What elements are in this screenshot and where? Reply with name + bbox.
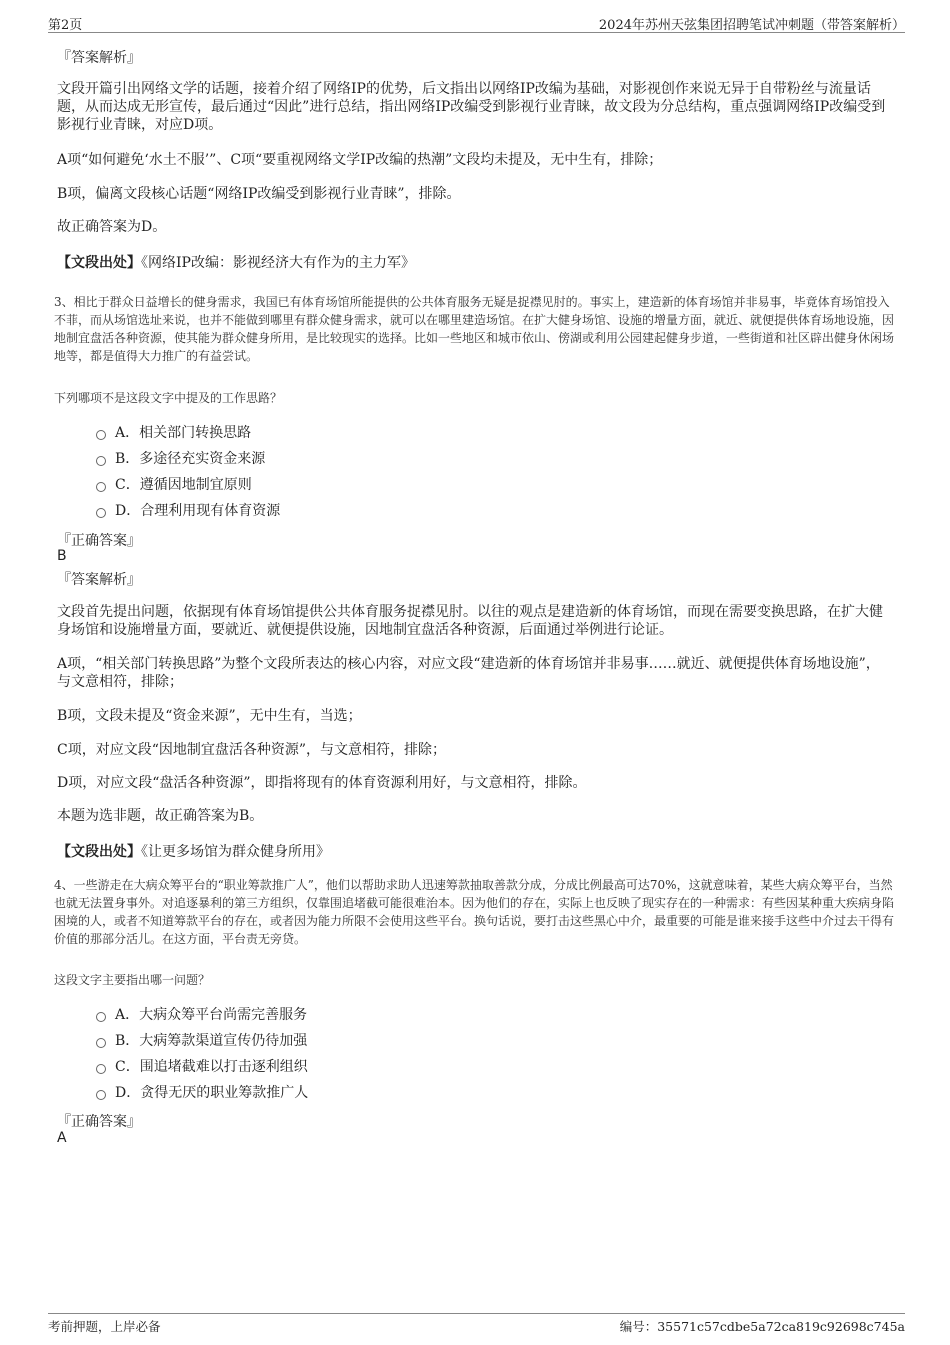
analysis-paragraph: A项“如何避免‘水土不服’”、C项“要重视网络文学IP改编的热潮”文段均未提及，无中生有，排除；	[57, 152, 663, 168]
option-text: 相关部门转换思路	[139, 425, 252, 441]
analysis-paragraph: 文段首先提出问题，依据现有体育场馆提供公共体育服务捉襟见肘。以往的观点是建造新的体育场馆，而现在需要变换思路，在扩大健身场馆和设施增量方面，要就近、就便提供设施，因地制宜盘活各种资源，后面通过举例进行论证。	[57, 604, 883, 638]
page-number: 第2页	[48, 18, 83, 33]
option-text: 围追堵截难以打击逐利组织	[139, 1059, 308, 1075]
document-title: 2024年苏州天弦集团招聘笔试冲刺题（带答案解析）	[598, 18, 905, 33]
footer-slogan: 考前押题，上岸必备	[48, 1319, 161, 1334]
analysis-paragraph: 文段开篇引出网络文学的话题，接着介绍了网络IP的优势，后文指出以网络IP改编为基础，对影视创作来说无异于自带粉丝与流量话题，从而达成无形宣传，最后通过“因此”进行总结，指出网络IP改编受到影视行业青睐，故文段为分总结构，重点强调网络IP改编受到影视行业青睐，对应D项。	[57, 81, 886, 133]
option-text: 大病众筹平台尚需完善服务	[139, 1007, 308, 1023]
option-a[interactable]	[96, 1004, 307, 1024]
option-c[interactable]	[96, 474, 252, 494]
radio-icon[interactable]	[96, 456, 106, 466]
option-letter: A．	[115, 1007, 140, 1023]
radio-icon[interactable]	[96, 430, 106, 440]
option-b[interactable]	[96, 448, 265, 468]
option-text: 多途径充实资金来源	[139, 451, 266, 467]
analysis-label: 『答案解析』	[57, 50, 141, 66]
option-b[interactable]	[96, 1030, 307, 1050]
analysis-paragraph: B项，偏离文段核心话题“网络IP改编受到影视行业青睐”，排除。	[57, 186, 461, 202]
analysis-label: 『答案解析』	[57, 572, 141, 588]
source-title: 《让更多场馆为群众健身所用》	[141, 844, 330, 860]
option-text: 遵循因地制宜原则	[139, 477, 252, 493]
option-letter: D．	[115, 1085, 141, 1101]
option-letter: C．	[115, 1059, 140, 1075]
option-letter: B．	[115, 451, 140, 467]
radio-icon[interactable]	[96, 1038, 106, 1048]
option-letter: A．	[115, 425, 140, 441]
option-text: 合理利用现有体育资源	[140, 503, 281, 519]
radio-icon[interactable]	[96, 482, 106, 492]
source-tag: 【文段出处】	[57, 255, 141, 271]
option-text: 贪得无厌的职业筹款推广人	[140, 1085, 309, 1101]
radio-icon[interactable]	[96, 1012, 106, 1022]
question-text: 3、相比于群众日益增长的健身需求，我国已有体育场馆所能提供的公共体育服务无疑是捉襟见肘的。事实上，建造新的体育场馆并非易事，毕竟体育场馆投入不菲，而从场馆选址来说，也并不能做到哪里有群众健身需求，就可以在哪里建造场馆。在扩大健身场馆、设施的增量方面，就近、就便提供体育场地设施，因地制宜盘活各种资源，使其能为群众健身所用，是比较现实的选择。比如一些地区和城市依山、傍湖或利用公园建起健身步道，一些街道和社区辟出健身休闲场地等，都是值得大力推广的有益尝试。	[54, 295, 895, 363]
correct-answer: B	[57, 548, 67, 564]
question-text: 4、一些游走在大病众筹平台的“职业筹款推广人”，他们以帮助求助人迅速筹款抽取善款分成，分成比例最高可达70%，这就意味着，某些大病众筹平台，当然也就无法置身事外。对追逐暴利的第三方组织，仅靠围追堵截可能很难治本。因为他们的存在，实际上也反映了现实存在的一种需求：有些因某种重大疾病身陷困境的人，或者不知道筹款平台的存在，或者因为能力所限不会使用这些平台。换句话说，要打击这些黑心中介，最重要的可能是谁来接手这些中介过去干得有价值的那部分活儿。在这方面，平台责无旁贷。	[54, 878, 895, 946]
option-letter: C．	[115, 477, 140, 493]
source-tag: 【文段出处】	[57, 844, 141, 860]
correct-answer: A	[57, 1130, 67, 1146]
option-c[interactable]	[96, 1056, 308, 1076]
analysis-paragraph: B项，文段未提及“资金来源”，无中生有，当选；	[57, 708, 362, 724]
answer-label: 『正确答案』	[57, 533, 141, 549]
option-d[interactable]	[96, 500, 280, 520]
question-prompt: 下列哪项不是这段文字中提及的工作思路？	[54, 391, 283, 405]
option-d[interactable]	[96, 1082, 308, 1102]
analysis-paragraph: 本题为选非题，故正确答案为B。	[57, 808, 264, 824]
radio-icon[interactable]	[96, 1064, 106, 1074]
option-letter: B．	[115, 1033, 140, 1049]
page-header	[48, 12, 905, 33]
option-letter: D．	[115, 503, 141, 519]
document-code: 编号：35571c57cdbe5a72ca819c92698c745a	[619, 1319, 905, 1334]
analysis-paragraph: C项，对应文段“因地制宜盘活各种资源”，与文意相符，排除；	[57, 742, 447, 758]
source-citation	[57, 841, 330, 861]
analysis-paragraph: 故正确答案为D。	[57, 219, 167, 235]
question-prompt: 这段文字主要指出哪一问题？	[54, 973, 211, 987]
source-citation	[57, 252, 415, 272]
answer-label: 『正确答案』	[57, 1114, 141, 1130]
option-text: 大病筹款渠道宣传仍待加强	[139, 1033, 308, 1049]
option-a[interactable]	[96, 422, 251, 442]
page-footer	[48, 1313, 905, 1338]
analysis-paragraph: A项，“相关部门转换思路”为整个文段所表达的核心内容，对应文段“建造新的体育场馆并非易事……就近、就便提供体育场地设施”，与文意相符，排除；	[57, 656, 880, 690]
source-title: 《网络IP改编：影视经济大有作为的主力军》	[141, 255, 415, 271]
radio-icon[interactable]	[96, 1090, 106, 1100]
radio-icon[interactable]	[96, 508, 106, 518]
analysis-paragraph: D项，对应文段“盘活各种资源”，即指将现有的体育资源利用好，与文意相符，排除。	[57, 775, 587, 791]
